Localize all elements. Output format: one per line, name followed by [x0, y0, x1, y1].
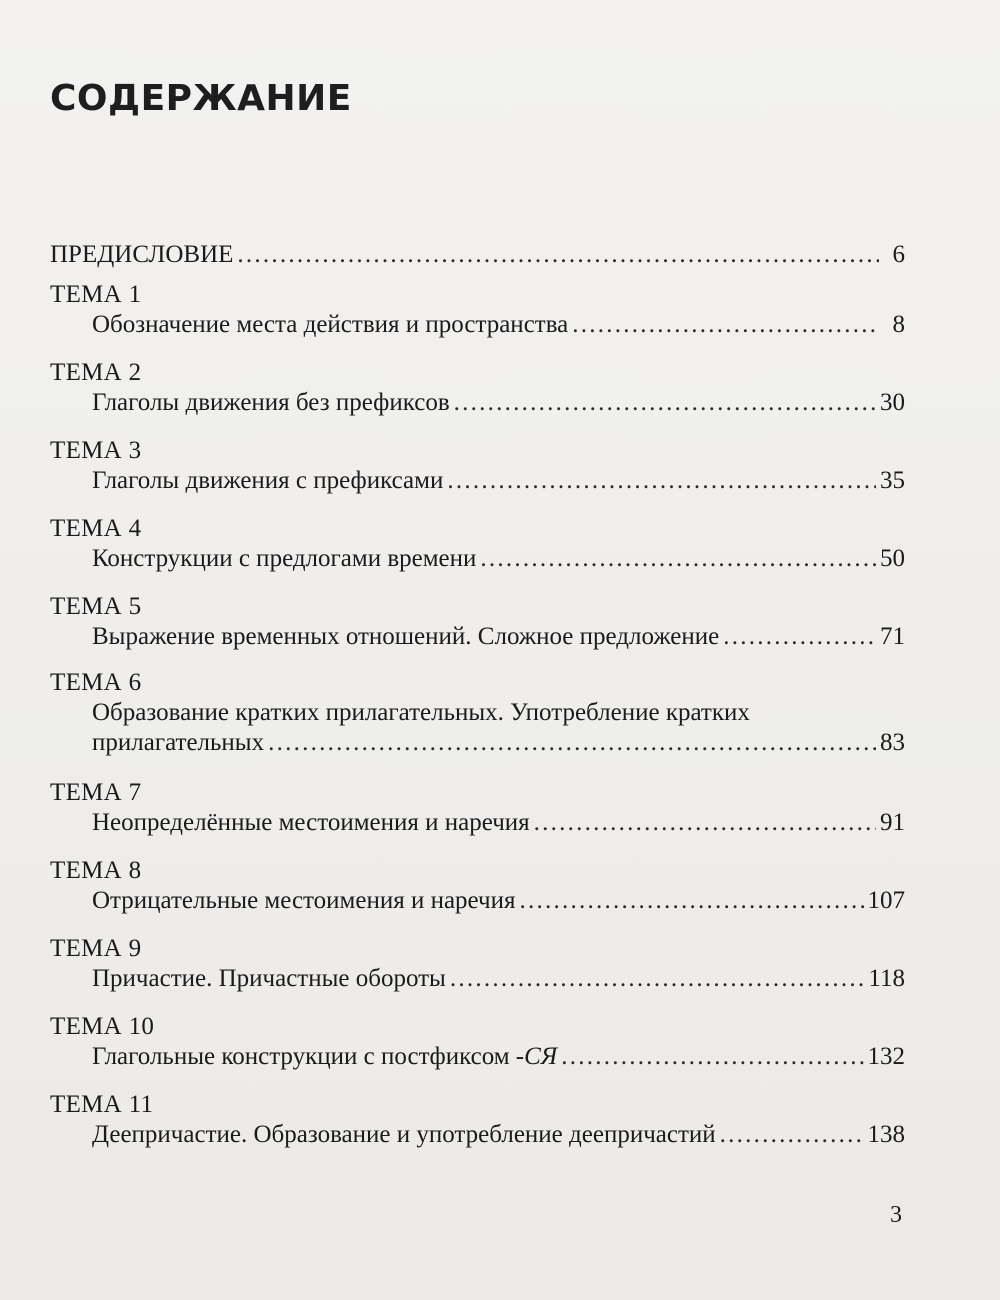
toc-entry-theme-11: [50, 1090, 905, 1168]
theme-label: ТЕМА 3: [50, 437, 142, 464]
leader-dots: [720, 1120, 864, 1150]
toc-entry-theme-8: [50, 856, 905, 934]
leader-dots: [237, 240, 879, 270]
leader-dots: [268, 728, 876, 758]
leader-dots: [572, 310, 879, 340]
contents-heading: СОДЕРЖАНИЕ: [50, 78, 352, 119]
toc-page-number: 83: [880, 729, 905, 756]
toc-entry-theme-4: [50, 514, 905, 592]
toc-entry-preface: [50, 240, 905, 280]
toc-page-number: 35: [880, 467, 905, 494]
toc-page-number: 50: [880, 545, 905, 572]
theme-label: ТЕМА 2: [50, 359, 142, 386]
toc-entry-theme-3: [50, 436, 905, 514]
toc-entry-theme-1: [50, 280, 905, 358]
toc-entry-title: Обозначение места действия и пространства: [92, 311, 569, 338]
toc-entry-theme-7: [50, 778, 905, 856]
toc-entry-title: ПРЕДИСЛОВИЕ: [50, 241, 234, 268]
theme-label: ТЕМА 4: [50, 515, 142, 542]
toc-entry-title: Конструкции с предлогами времени: [92, 545, 477, 572]
toc-page-number: 30: [880, 389, 905, 416]
theme-label: ТЕМА 1: [50, 281, 142, 308]
theme-label: ТЕМА 9: [50, 935, 142, 962]
theme-label: ТЕМА 6: [50, 669, 142, 696]
toc-page-number: 138: [867, 1121, 905, 1148]
leader-dots: [519, 886, 863, 916]
page-number: 3: [890, 1202, 902, 1228]
toc-entry-title-line-1: Образование кратких прилагательных. Употребление кратких: [92, 699, 750, 726]
toc-entry-title: Выражение временных отношений. Сложное предложение: [92, 623, 720, 650]
leader-dots: [447, 466, 876, 496]
leader-dots: [450, 964, 865, 994]
leader-dots: [723, 622, 876, 652]
toc-entry-title-line-2: прилагательных: [92, 729, 265, 756]
toc-page-number: 71: [880, 623, 905, 650]
toc-page-number: 132: [867, 1043, 905, 1070]
toc-entry-title: Отрицательные местоимения и наречия: [92, 887, 516, 914]
toc-entry-title: Неопределённые местоимения и наречия: [92, 809, 530, 836]
toc-page-number: 91: [880, 809, 905, 836]
leader-dots: [480, 544, 876, 574]
toc-page-number: 107: [867, 887, 905, 914]
postfix-suffix: -СЯ: [515, 1043, 558, 1070]
toc-entry-title: Глаголы движения без префиксов: [92, 389, 450, 416]
leader-dots: [534, 808, 876, 838]
toc-entry-theme-5: [50, 592, 905, 668]
toc-entry-title: Причастие. Причастные обороты: [92, 965, 446, 992]
toc-page-number: 8: [892, 311, 905, 338]
toc-entry-theme-2: [50, 358, 905, 436]
leader-dots: [454, 388, 876, 418]
toc-entry-title-text: Глагольные конструкции с постфиксом: [92, 1043, 510, 1070]
theme-label: ТЕМА 5: [50, 593, 142, 620]
toc-page-number: 118: [868, 965, 905, 992]
table-of-contents: [50, 240, 905, 1168]
leader-dots: [561, 1042, 863, 1072]
toc-page-number: 6: [892, 241, 905, 268]
theme-label: ТЕМА 11: [50, 1091, 154, 1118]
toc-entry-theme-10: [50, 1012, 905, 1090]
toc-entry-theme-9: [50, 934, 905, 1012]
theme-label: ТЕМА 7: [50, 779, 142, 806]
toc-entry-theme-6: [50, 668, 905, 778]
toc-entry-title: Глаголы движения с префиксами: [92, 467, 444, 494]
toc-entry-title: Деепричастие. Образование и употребление деепричастий: [92, 1121, 716, 1148]
theme-label: ТЕМА 8: [50, 857, 142, 884]
toc-entry-title: [92, 1042, 557, 1072]
theme-label: ТЕМА 10: [50, 1013, 155, 1040]
